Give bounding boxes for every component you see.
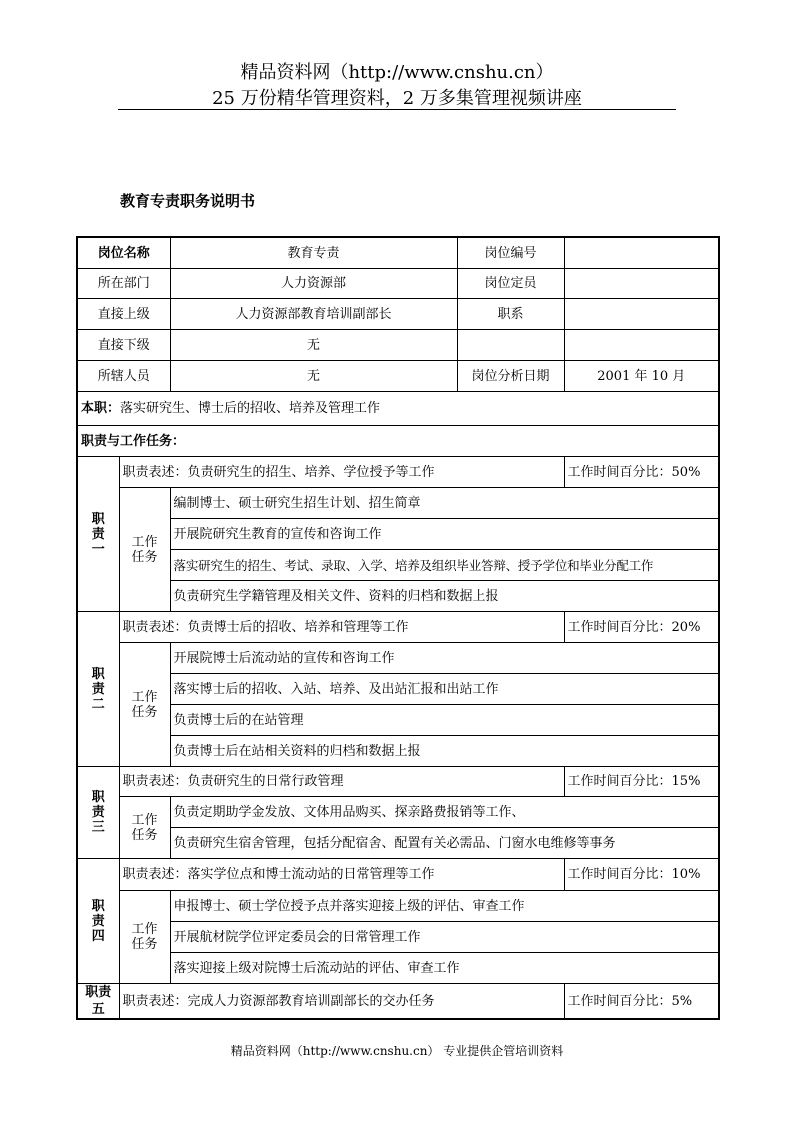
quota-value xyxy=(564,269,719,299)
tasks-header: 职责与工作任务： xyxy=(77,426,719,457)
row-post-name xyxy=(77,237,719,269)
resp5-side-text: 职责五 xyxy=(85,985,112,1017)
resp4-side-text: 职责四 xyxy=(91,898,105,944)
resp4-side-label xyxy=(77,859,119,984)
resp4-desc-row xyxy=(77,859,719,891)
resp1-pct-label: 工作时间百分比： xyxy=(567,464,672,480)
task-row xyxy=(77,550,719,581)
dept-value: 人力资源部 xyxy=(170,269,457,299)
resp2-pct-label: 工作时间百分比： xyxy=(567,619,672,635)
resp1-desc: 负责研究生的招生、培养、学位授予等工作 xyxy=(187,464,435,480)
staff-label: 所辖人员 xyxy=(77,361,170,392)
resp5-desc-label: 职责表述： xyxy=(122,993,188,1009)
task-row xyxy=(77,797,719,828)
resp3-pct-label: 工作时间百分比： xyxy=(567,774,672,789)
task-row xyxy=(77,519,719,550)
header-line-2: 25 万份精华管理资料，2 万多集管理视频讲座 xyxy=(212,88,582,109)
resp3-task-2: 负责研究生宿舍管理，包括分配宿舍、配置有关必需品、门窗水电维修等事务 xyxy=(170,828,719,859)
date-label: 岗位分析日期 xyxy=(457,361,564,392)
task-row xyxy=(77,643,719,674)
resp4-desc: 落实学位点和博士流动站的日常管理等工作 xyxy=(187,867,435,882)
quota-label: 岗位定员 xyxy=(457,269,564,299)
superior-label: 直接上级 xyxy=(77,299,170,330)
resp4-task-1: 申报博士、硕士学位授予点并落实迎接上级的评估、审查工作 xyxy=(170,891,719,922)
resp2-desc: 负责博士后的招收、培养和管理等工作 xyxy=(187,619,409,635)
resp5-desc-row xyxy=(77,984,719,1020)
resp3-desc-cell xyxy=(119,767,564,797)
row-tasks-header xyxy=(77,426,719,457)
resp5-pct: 5% xyxy=(671,993,693,1009)
resp1-desc-label: 职责表述： xyxy=(122,464,188,480)
resp1-pct-cell xyxy=(564,457,719,488)
resp3-task-1: 负责定期助学金发放、文体用品购买、探亲路费报销等工作、 xyxy=(170,797,719,828)
resp4-desc-cell xyxy=(119,859,564,891)
resp4-pct: 10% xyxy=(671,867,701,882)
superior-value: 人力资源部教育培训副部长 xyxy=(170,299,457,330)
resp1-task-label-text: 工作任务 xyxy=(131,534,158,565)
staff-value: 无 xyxy=(170,361,457,392)
task-row xyxy=(77,674,719,705)
duty-label: 本职： xyxy=(81,401,121,416)
date-value: 2001 年 10 月 xyxy=(564,361,719,392)
resp2-task-label-text: 工作任务 xyxy=(131,689,158,720)
series-value xyxy=(564,299,719,330)
post-name-label: 岗位名称 xyxy=(77,237,170,269)
task-row xyxy=(77,891,719,922)
resp4-task-3: 落实迎接上级对院博士后流动站的评估、审查工作 xyxy=(170,953,719,984)
post-name-value: 教育专责 xyxy=(170,237,457,269)
resp2-task-2: 落实博士后的招收、入站、培养、及出站汇报和出站工作 xyxy=(170,674,719,705)
resp2-task-1: 开展院博士后流动站的宣传和咨询工作 xyxy=(170,643,719,674)
resp3-task-label-text: 工作任务 xyxy=(131,812,158,843)
resp4-task-label xyxy=(119,891,170,984)
duty-cell xyxy=(77,392,719,426)
resp1-task-label xyxy=(119,488,170,612)
resp3-pct-cell xyxy=(564,767,719,797)
task-row xyxy=(77,581,719,612)
resp5-pct-label: 工作时间百分比： xyxy=(567,993,672,1009)
resp3-side-label xyxy=(77,767,119,859)
resp2-desc-row xyxy=(77,612,719,643)
resp1-side-label xyxy=(77,457,119,612)
task-row xyxy=(77,488,719,519)
dept-label: 所在部门 xyxy=(77,269,170,299)
post-no-value xyxy=(564,237,719,269)
resp4-desc-label: 职责表述： xyxy=(122,867,188,882)
subordinate-empty-1 xyxy=(457,330,564,361)
resp2-desc-label: 职责表述： xyxy=(122,619,188,635)
resp4-pct-cell xyxy=(564,859,719,891)
task-row xyxy=(77,922,719,953)
resp1-task-3: 落实研究生的招生、考试、录取、入学、培养及组织毕业答辩、授予学位和毕业分配工作 xyxy=(170,550,719,581)
resp2-side-text: 职责二 xyxy=(91,666,105,712)
resp3-desc: 负责研究生的日常行政管理 xyxy=(187,774,344,789)
resp5-pct-cell xyxy=(564,984,719,1020)
row-dept xyxy=(77,269,719,299)
resp1-pct: 50% xyxy=(671,464,701,480)
header-line-1: 精品资料网（http://www.cnshu.cn） xyxy=(240,62,554,83)
resp1-side-text: 职责一 xyxy=(91,511,105,557)
resp4-task-2: 开展航材院学位评定委员会的日常管理工作 xyxy=(170,922,719,953)
resp1-task-1: 编制博士、硕士研究生招生计划、招生简章 xyxy=(170,488,719,519)
task-row xyxy=(77,953,719,984)
resp3-side-text: 职责三 xyxy=(91,790,105,835)
resp3-pct: 15% xyxy=(671,774,701,789)
resp2-task-label xyxy=(119,643,170,767)
subordinate-empty-2 xyxy=(564,330,719,361)
row-duty xyxy=(77,392,719,426)
header-divider xyxy=(118,109,676,110)
resp1-task-2: 开展院研究生教育的宣传和咨询工作 xyxy=(170,519,719,550)
task-row xyxy=(77,828,719,859)
post-no-label: 岗位编号 xyxy=(457,237,564,269)
resp2-pct-cell xyxy=(564,612,719,643)
resp5-desc-cell xyxy=(119,984,564,1020)
document-title: 教育专责职务说明书 xyxy=(120,192,256,210)
row-subordinate xyxy=(77,330,719,361)
job-description-table xyxy=(76,236,720,1020)
subordinate-value: 无 xyxy=(170,330,457,361)
resp1-desc-row xyxy=(77,457,719,488)
task-row xyxy=(77,705,719,736)
resp1-task-4: 负责研究生学籍管理及相关文件、资料的归档和数据上报 xyxy=(170,581,719,612)
resp2-pct: 20% xyxy=(671,619,701,635)
row-superior xyxy=(77,299,719,330)
resp3-desc-row xyxy=(77,767,719,797)
resp3-desc-label: 职责表述： xyxy=(122,774,188,789)
subordinate-label: 直接下级 xyxy=(77,330,170,361)
resp4-pct-label: 工作时间百分比： xyxy=(567,867,672,882)
resp2-task-4: 负责博士后在站相关资料的归档和数据上报 xyxy=(170,736,719,767)
resp3-task-label xyxy=(119,797,170,859)
series-label: 职系 xyxy=(457,299,564,330)
row-staff xyxy=(77,361,719,392)
page-footer: 精品资料网（http://www.cnshu.cn） 专业提供企管培训资料 xyxy=(230,1044,564,1058)
resp2-side-label xyxy=(77,612,119,767)
resp5-desc: 完成人力资源部教育培训副部长的交办任务 xyxy=(187,993,435,1009)
resp4-task-label-text: 工作任务 xyxy=(131,922,158,952)
duty-text: 落实研究生、博士后的招收、培养及管理工作 xyxy=(120,401,381,416)
resp2-desc-cell xyxy=(119,612,564,643)
task-row xyxy=(77,736,719,767)
resp1-desc-cell xyxy=(119,457,564,488)
resp2-task-3: 负责博士后的在站管理 xyxy=(170,705,719,736)
resp5-side-label xyxy=(77,984,119,1020)
